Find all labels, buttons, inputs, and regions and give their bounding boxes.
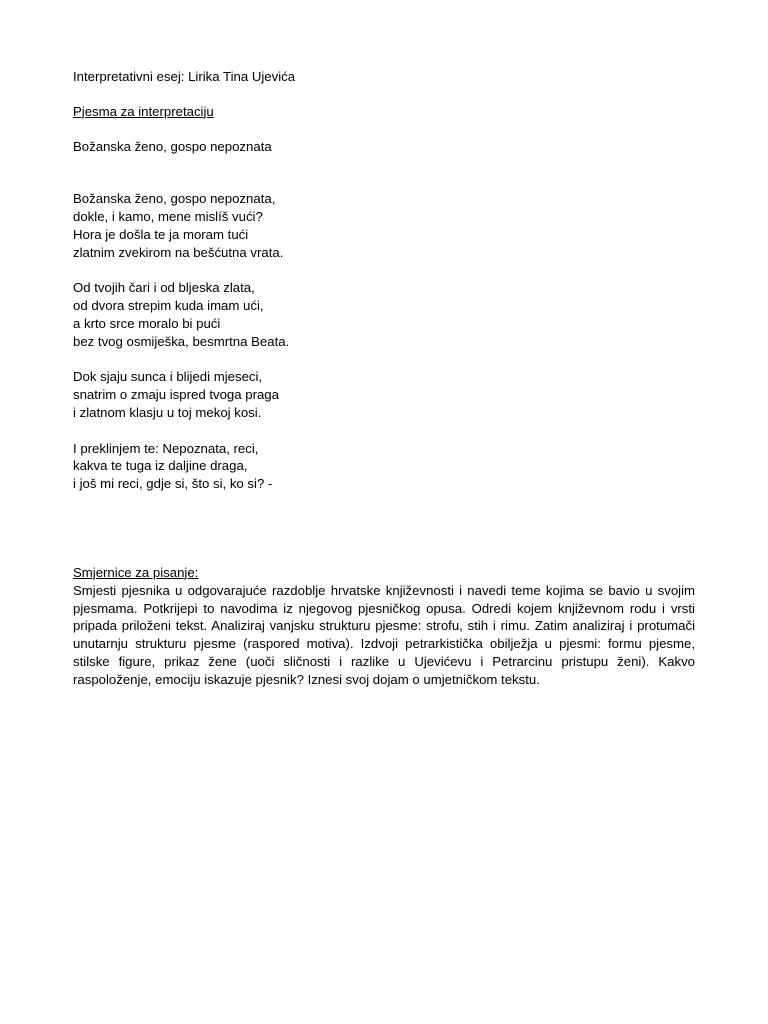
poem-line: bez tvog osmiješka, besmrtna Beata. bbox=[73, 333, 290, 349]
poem-stanza-1 bbox=[73, 190, 695, 261]
document-heading: Interpretativni esej: Lirika Tina Ujevića bbox=[73, 69, 296, 84]
poem-line: i još mi reci, gdje si, što si, ko si? - bbox=[73, 476, 273, 492]
poem-line: Dok sjaju sunca i blijedi mjeseci, bbox=[73, 369, 263, 385]
guidelines-paragraph: Smjesti pjesnika u odgovarajuće razdoblje hrvatske književnosti i navedi teme kojima se bavio u svojim pjesmama. Potkrijepi to navodima iz njegovog pjesničkog opusa. Odredi kojem književnom rodu i vrsti pripada priloženi tekst. Analiziraj vanjsku strukturu pjesme: strofu, stih i rimu. Zatim analiziraj i protumači unutarnju strukturu pjesme (raspored motiva). Izdvoji petrarkistička obilježja u pjesmi: formu pjesme, stilske figure, prikaz žene (uoči sličnosti i razlike u Ujevićevu i Petrarcinu pristupu ženi). Kakvo raspoloženje, emociju iskazuje pjesnik? Iznesi svoj dojam o umjetničkom tekstu. bbox=[73, 582, 695, 687]
poem-stanza-4 bbox=[73, 440, 695, 493]
poem-line: i zlatnom klasju u toj mekoj kosi. bbox=[73, 404, 262, 420]
poem-line: Božanska ženo, gospo nepoznata, bbox=[73, 191, 276, 207]
poem-title: Božanska ženo, gospo nepoznata bbox=[73, 138, 272, 154]
poem-line: Od tvojih čari i od bljeska zlata, bbox=[73, 280, 255, 296]
poem-stanza-2 bbox=[73, 279, 695, 350]
guidelines-section bbox=[73, 564, 695, 689]
document-content bbox=[73, 68, 695, 689]
poem-line: snatrim o zmaju ispred tvoga praga bbox=[73, 387, 279, 403]
poem-stanza-3 bbox=[73, 368, 695, 421]
poem-line: Hora je došla te ja moram tući bbox=[73, 226, 249, 242]
poem-line: I preklinjem te: Nepoznata, reci, bbox=[73, 440, 259, 456]
poem-line: kakva te tuga iz daljine draga, bbox=[73, 458, 248, 474]
poem-line: dokle, i kamo, mene mislíš vući? bbox=[73, 209, 263, 225]
guidelines-label: Smjernice za pisanje: bbox=[73, 564, 199, 580]
poem-line: od dvora strepim kuda imam ući, bbox=[73, 298, 264, 314]
poem-line: zlatnim zvekirom na bešćutna vrata. bbox=[73, 244, 284, 260]
poem-line: a krto srce moralo bi pući bbox=[73, 315, 221, 331]
section-label: Pjesma za interpretaciju bbox=[73, 103, 214, 119]
